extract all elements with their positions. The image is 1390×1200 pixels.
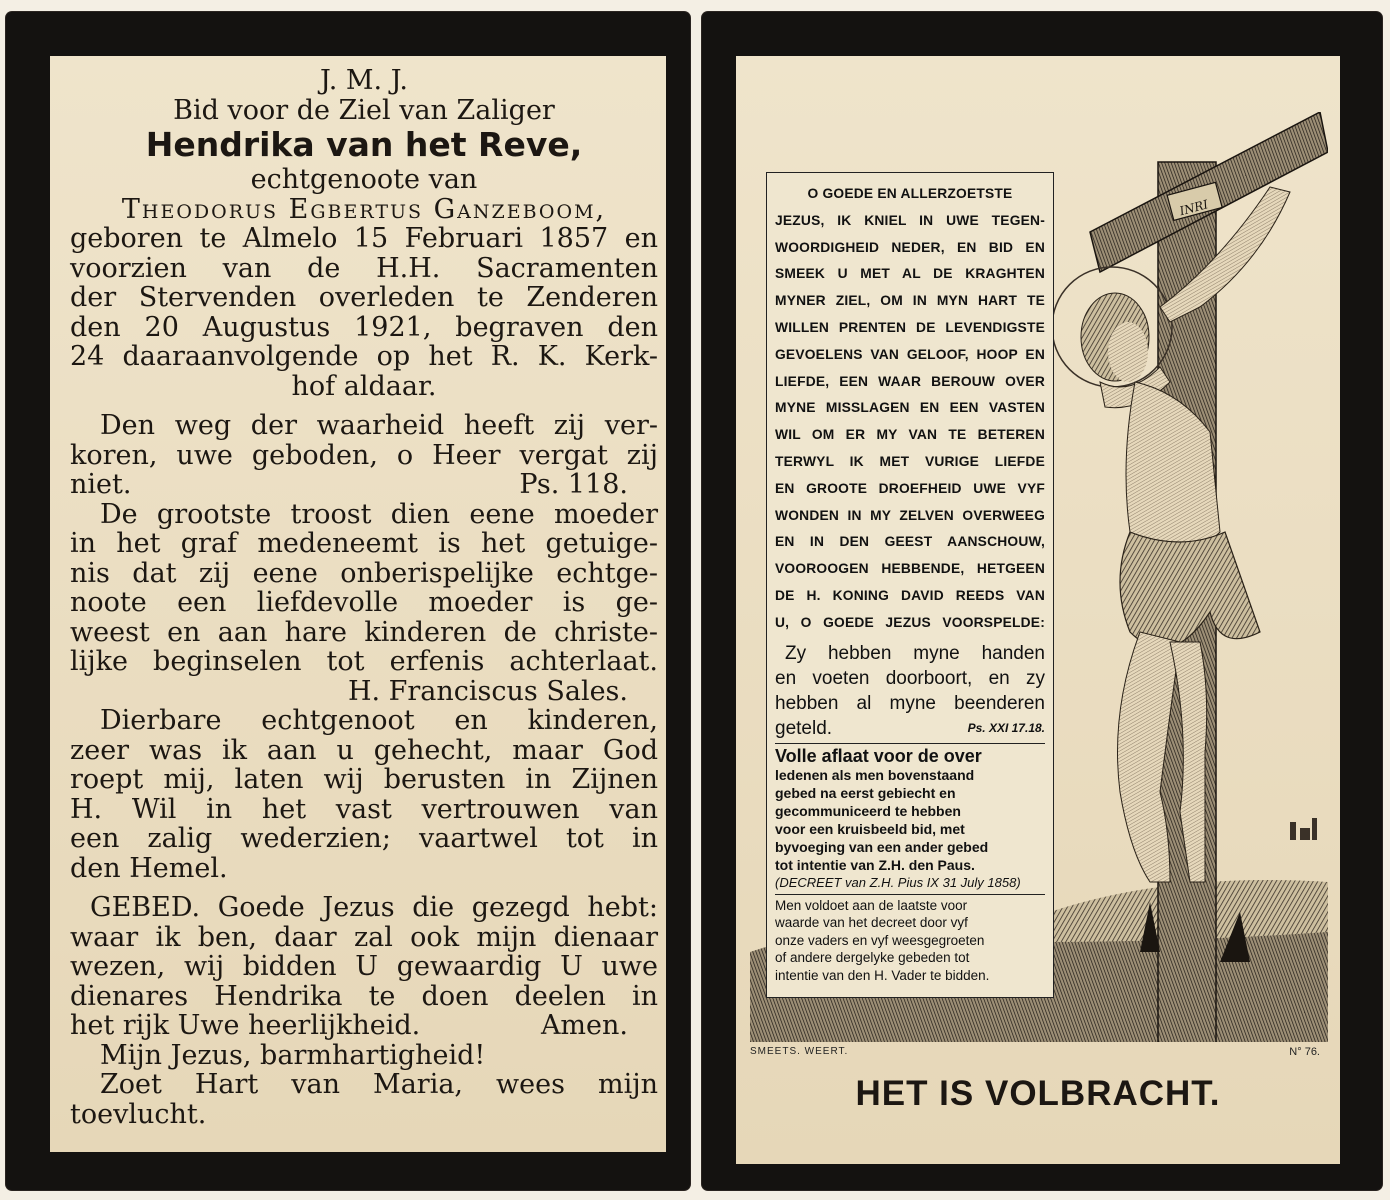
heading: J. M. J. xyxy=(319,65,408,96)
prayer-line: JEZUS, IK KNIEL IN UWE TEGEN- xyxy=(775,212,1045,228)
intro: Bid voor de Ziel van Zaliger xyxy=(173,94,555,126)
memorial-card-back xyxy=(702,12,1382,1190)
condition-line: intentie van den H. Vader te bidden. xyxy=(775,967,990,983)
bio-line: voorzien van de H.H. Sacramenten xyxy=(70,252,658,284)
spouse-intro: echtgenoote van xyxy=(250,164,478,195)
scripture-end: geteld. xyxy=(775,717,833,739)
memorial-card-front xyxy=(6,12,690,1190)
bio-line: den 20 Augustus 1921, begraven den xyxy=(70,311,658,343)
condition-line: onze vaders en vyf weesgegroeten xyxy=(775,932,985,948)
scripture-line: en voeten doorboort, en zy xyxy=(775,667,1045,689)
prayer-line: WOORDIGHEID NEDER, EN BID EN xyxy=(775,239,1045,255)
indulgence-line: gebed na eerst gebiecht en xyxy=(775,784,956,801)
verse3-line: roept mij, laten wij berusten in Zijnen xyxy=(70,764,658,795)
verse2-line: lijke beginselen tot erfenis achterlaat. xyxy=(70,646,658,677)
prayer-line: GEVOELENS VAN GELOOF, HOOP EN xyxy=(775,346,1045,362)
closing-line-2: Zoet Hart van Maria, wees mijn xyxy=(100,1069,658,1100)
card-title: HET IS VOLBRACHT. xyxy=(855,1074,1221,1113)
deceased-name: Hendrika van het Reve, xyxy=(145,125,583,164)
prayer-line: WIL OM ER MY VAN TE BETEREN xyxy=(775,427,1045,443)
scripture-line: hebben al myne beenderen xyxy=(775,692,1045,714)
closing-line-1: Mijn Jezus, barmhartigheid! xyxy=(100,1039,486,1071)
closing-end: toevlucht. xyxy=(70,1098,207,1130)
indulgence-line: ledenen als men bovenstaand xyxy=(775,766,975,783)
condition-line: Men voldoet aan de laatste voor xyxy=(775,897,968,913)
card-front-paper xyxy=(50,56,666,1152)
prayer-line: MYNER ZIEL, OM IN MYN HART TE xyxy=(775,293,1045,309)
amen: Amen. xyxy=(540,1010,628,1041)
prayer-line: waar ik ben, daar zal ook mijn dienaar xyxy=(70,921,658,953)
scripture-line: Zy hebben myne handen xyxy=(785,642,1045,664)
verse1-line: Den weg der waarheid heeft zij ver- xyxy=(100,410,658,441)
prayer-line: VOOROOGEN HEBBENDE, HETGEEN xyxy=(775,561,1045,577)
card-back-paper xyxy=(736,56,1340,1164)
prayer-line: WONDEN IN MY ZELVEN OVERWEEG xyxy=(775,507,1045,523)
verse2-line: weest en aan hare kinderen de christe- xyxy=(70,616,658,648)
prayer-line: DE H. KONING DAVID REEDS VAN xyxy=(775,587,1045,603)
scripture-end-row xyxy=(775,716,1045,741)
indulgence-line: tot intentie van Z.H. den Paus. xyxy=(775,856,975,873)
decree: (DECREET van Z.H. Pius IX 31 July 1858) xyxy=(775,874,1021,890)
verse3-line: zeer was ik aan u gehecht, maar God xyxy=(70,734,658,766)
card-front-text xyxy=(70,66,658,1129)
prayer-line: TERWYL IK MET VURIGE LIEFDE xyxy=(775,453,1045,469)
prayer-line: GEBED. Goede Jezus die gezegd hebt: xyxy=(90,892,658,923)
verse2-line: De grootste troost dien eene moeder xyxy=(100,498,658,530)
prayer-line: wezen, wij bidden U gewaardig U uwe xyxy=(70,951,658,982)
prayer-line: U, O GOEDE JEZUS VOORSPELDE: xyxy=(775,614,1045,630)
scripture-ref: Ps. XXI 17.18. xyxy=(967,720,1045,735)
bio-line: der Stervenden overleden te Zenderen xyxy=(70,282,658,313)
prayer-line: dienares Hendrika te doen deelen in xyxy=(70,980,658,1012)
verse3-end: den Hemel. xyxy=(70,852,228,884)
verse1-line: koren, uwe geboden, o Heer vergat zij xyxy=(70,439,658,471)
prayer-last: het rijk Uwe heerlijkheid. xyxy=(70,1010,421,1041)
verse2-line: noote een liefdevolle moeder is ge- xyxy=(70,587,658,618)
inri-plaque: INRI xyxy=(1177,197,1210,219)
prayer-line: O GOEDE EN ALLERZOETSTE xyxy=(807,186,1013,201)
bio-line: geboren te Almelo 15 Februari 1857 en xyxy=(70,223,658,254)
indulgence-line: voor een kruisbeeld bid, met xyxy=(775,820,965,837)
prayer-line: WILLEN PRENTEN DE LEVENDIGSTE xyxy=(775,319,1045,335)
verse1-end: niet. xyxy=(70,469,132,500)
spouse-name: Theodorus Egbertus Ganzeboom, xyxy=(121,193,607,225)
verse2-ref: H. Franciscus Sales. xyxy=(347,675,628,707)
indulgence-line: gecommuniceerd te hebben xyxy=(775,802,961,819)
condition-line: waarde van het decreet door vyf xyxy=(775,915,968,931)
indulgence-line: byvoeging van een ander gebed xyxy=(775,838,989,855)
verse3-line: Dierbare echtgenoot en kinderen, xyxy=(100,705,658,736)
condition-line: of andere dergelyke gebeden tot xyxy=(775,950,970,966)
indulgence-line: Volle aflaat voor de over xyxy=(775,745,982,766)
verse1-ref: Ps. 118. xyxy=(519,469,628,500)
bio-end: hof aldaar. xyxy=(291,370,437,402)
verse3-line: een zalig wederzien; vaartwel tot in xyxy=(70,823,658,854)
prayer-line: MYNE MISSLAGEN EN EEN VASTEN xyxy=(775,400,1045,416)
verse1-end-row xyxy=(70,470,658,500)
prayer-line: SMEEK U MET AL DE KRAGHTEN xyxy=(775,266,1045,282)
verse2-line: nis dat zij eene onberispelijke echtge- xyxy=(70,557,658,589)
verse3-line: H. Wil in het vast vertrouwen van xyxy=(70,793,658,825)
card-number: N° 76. xyxy=(1289,1046,1320,1058)
prayer-last-row xyxy=(70,1011,658,1041)
bio-line: 24 daaraanvolgende op het R. K. Kerk- xyxy=(70,341,658,372)
prayer-line: EN GROOTE DROEFHEID UWE VYF xyxy=(775,480,1045,496)
crucifixion-engraving xyxy=(750,112,1328,1042)
printer-mark: SMEETS. WEERT. xyxy=(750,1046,849,1057)
prayer-line: LIEFDE, EEN WAAR BEROUW OVER xyxy=(775,373,1045,389)
prayer-line: EN IN DEN GEEST AANSCHOUW, xyxy=(775,534,1045,550)
prayer-box xyxy=(766,172,1054,998)
verse2-line: in het graf medeneemt is het getuige- xyxy=(70,528,658,559)
